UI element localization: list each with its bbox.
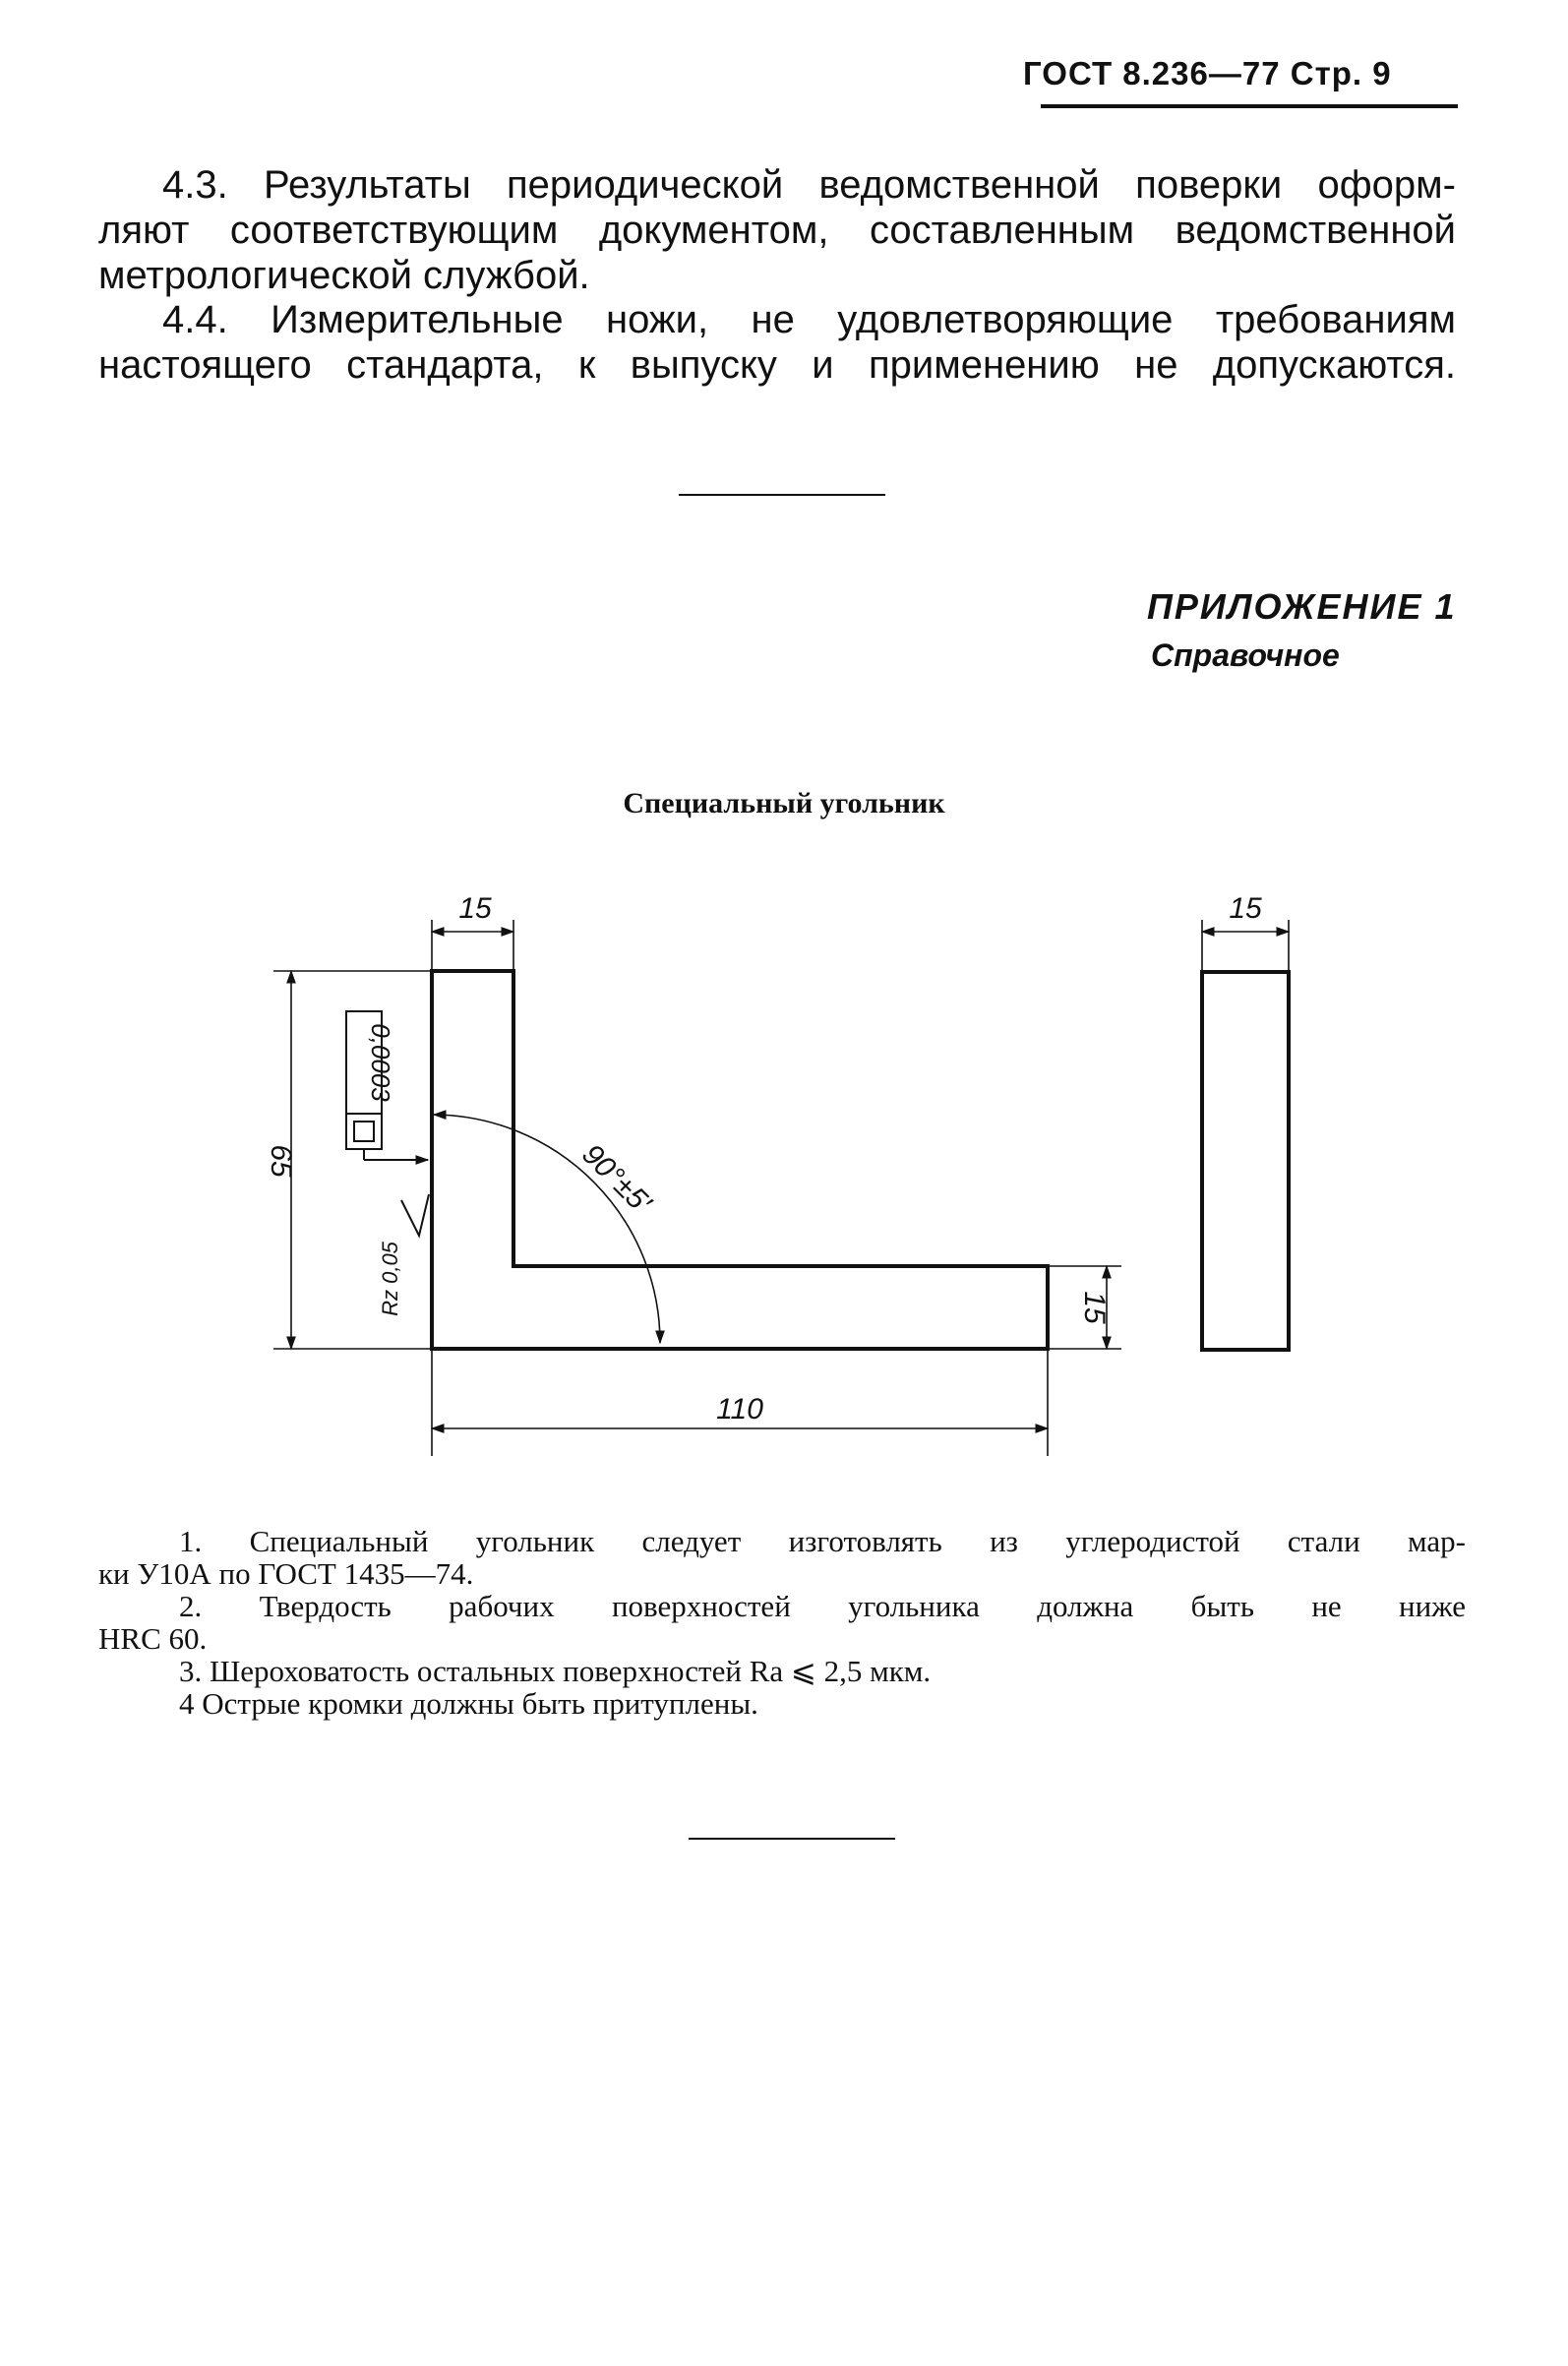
dim-thickness: 15 bbox=[1078, 1291, 1111, 1324]
figure-notes bbox=[98, 1525, 1466, 1720]
text-line: настоящего стандарта, к выпуску и применению не допускаются. bbox=[98, 343, 1456, 387]
note-line: 2. Твердость рабочих поверхностей угольника должна быть не ниже bbox=[179, 1589, 1466, 1623]
header-rule bbox=[1041, 104, 1458, 108]
text-line: метрологической службой. bbox=[98, 254, 590, 297]
dim-height: 65 bbox=[265, 1144, 297, 1178]
appendix-subtitle: Справочное bbox=[1151, 637, 1340, 673]
roughness-symbol bbox=[401, 1194, 429, 1236]
section-divider bbox=[679, 494, 885, 496]
dim-side-width: 15 bbox=[1229, 892, 1262, 925]
flatness-value: 0,0003 bbox=[366, 1023, 395, 1102]
angle-arc bbox=[434, 1115, 660, 1343]
appendix-title: ПРИЛОЖЕНИЕ 1 bbox=[1147, 586, 1457, 627]
note-line: 4 Острые кромки должны быть притуплены. bbox=[179, 1686, 758, 1721]
text-line: 4.3. Результаты периодической ведомственной поверки оформ- bbox=[162, 163, 1456, 207]
bottom-divider bbox=[689, 1838, 895, 1840]
roughness-label: Rz 0,05 bbox=[378, 1242, 402, 1316]
note-line: 3. Шероховатость остальных поверхностей Ra ⩽ 2,5 мкм. bbox=[179, 1654, 932, 1688]
angle-label: 90°±5′ bbox=[575, 1137, 658, 1220]
text-line: 4.4. Измерительные ножи, не удовлетворяющие требованиям bbox=[162, 298, 1456, 341]
figure-title: Специальный угольник bbox=[623, 787, 945, 819]
section-4-3 bbox=[98, 162, 1456, 298]
page-header: ГОСТ 8.236—77 Стр. 9 bbox=[1023, 55, 1392, 91]
l-square-outline bbox=[432, 971, 1048, 1349]
side-view-outline bbox=[1202, 972, 1289, 1350]
dim-top-width: 15 bbox=[458, 892, 492, 925]
dim-length: 110 bbox=[716, 1393, 763, 1426]
text-line: ляют соответствующим документом, составленным ведомственной bbox=[98, 209, 1456, 252]
section-4-4 bbox=[98, 297, 1456, 388]
flatness-symbol bbox=[354, 1122, 374, 1141]
note-line: HRC 60. bbox=[98, 1621, 208, 1656]
technical-drawing bbox=[0, 866, 1568, 1476]
note-line: ки У10А по ГОСТ 1435—74. bbox=[98, 1556, 474, 1591]
note-line: 1. Специальный угольник следует изготовлять из углеродистой стали мар- bbox=[179, 1524, 1466, 1558]
